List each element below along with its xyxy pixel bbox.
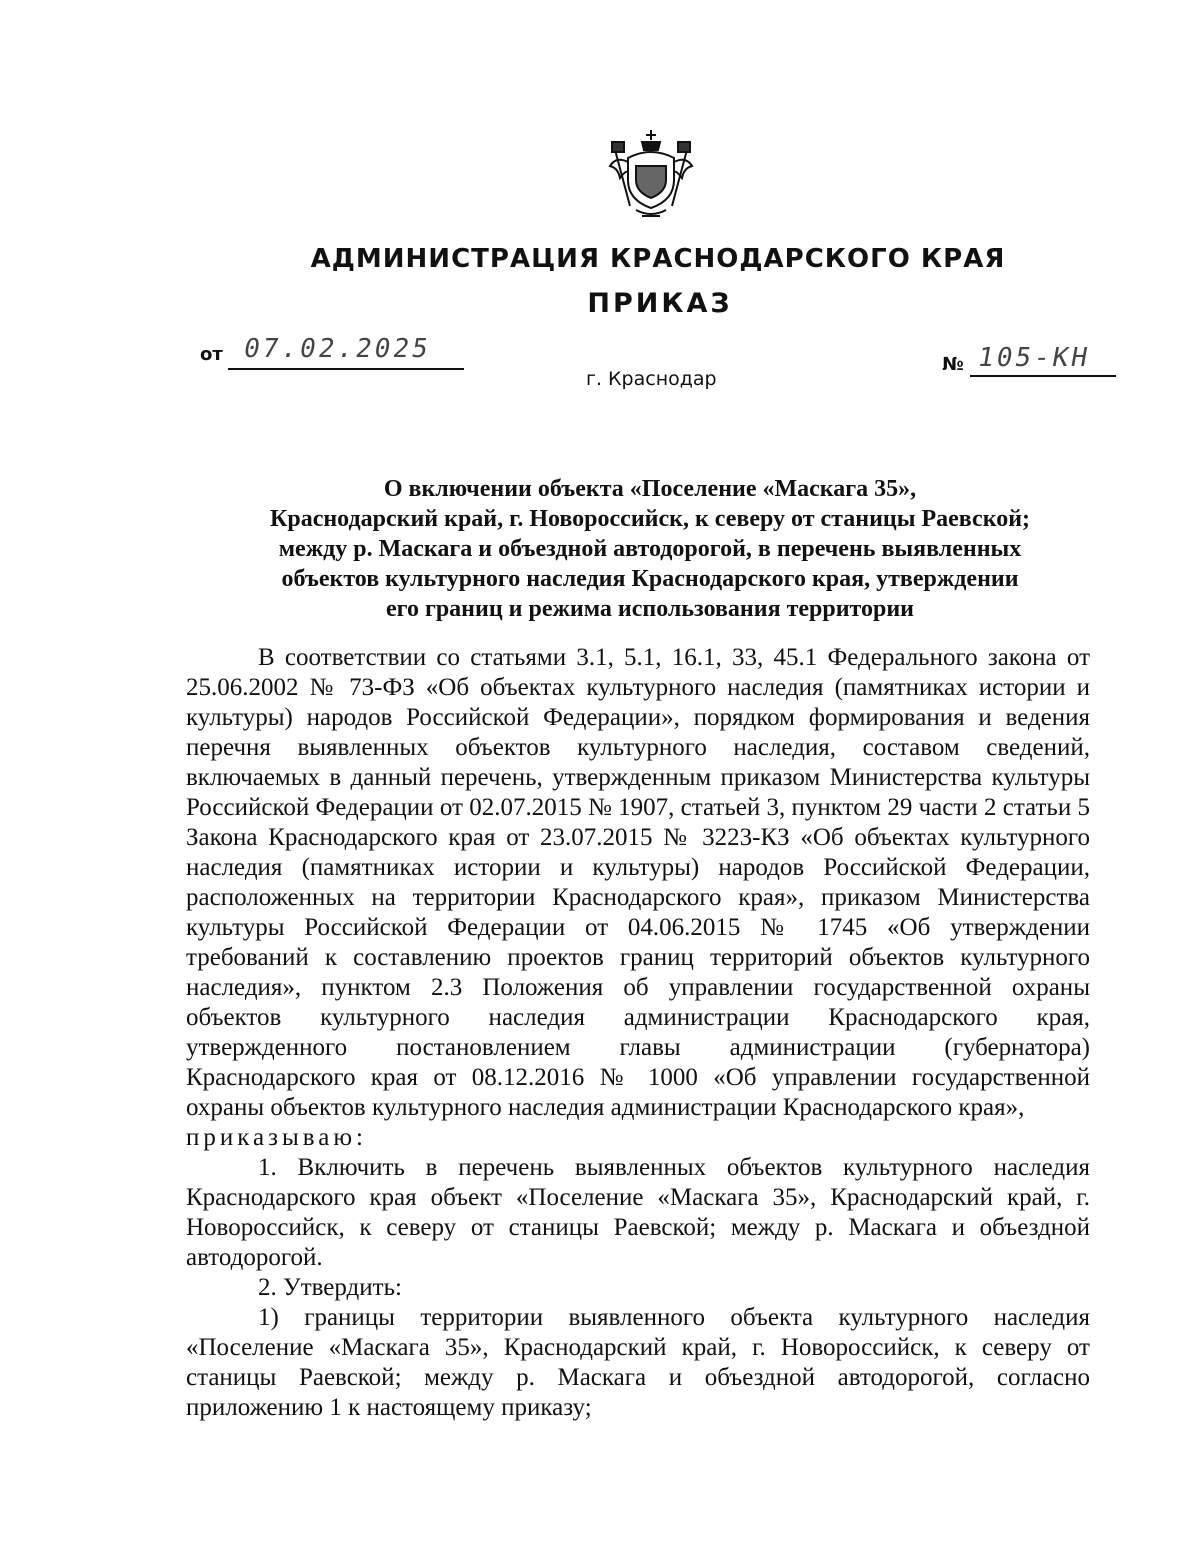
date-prefix: от [200, 344, 223, 365]
subject-line: его границ и режима использования территории [385, 596, 915, 622]
item-2-paragraph: 2. Утвердить: [258, 1274, 402, 1301]
organization-title: АДМИНИСТРАЦИЯ КРАСНОДАРСКОГО КРАЯ [310, 244, 1006, 274]
order-word: приказываю: [186, 1124, 367, 1151]
number-prefix: № [942, 354, 964, 375]
date-value: 07.02.2025 [241, 334, 434, 364]
item-1-paragraph: 1. Включить в перечень выявленных объектов культурного наследия Краснодарского края объект «Поселение «Маскага 35», Краснодарский край, г. Новороссийск, к северу от станицы Раевской; между р. Маскага и объездной автодорогой. [186, 1154, 1090, 1271]
number-value: 105-КН [975, 343, 1093, 373]
date-underline [228, 368, 464, 370]
city: г. Краснодар [586, 368, 717, 390]
coat-of-arms-icon [606, 128, 696, 224]
document-subject [200, 474, 1100, 624]
subject-line: О включении объекта «Поселение «Маскага 35», [383, 476, 917, 502]
preamble-paragraph: В соответствии со статьями 3.1, 5.1, 16.1, 33, 45.1 Федерального закона от 25.06.2002 № 73-ФЗ «Об объектах культурного наследия (памятниках истории и культуры) народов Российской Федерации», порядком формирования и ведения перечня выявленных объектов культурного наследия, составом сведений, включаемых в данный перечень, утвержденным приказом Министерства культуры Российской Федерации от 02.07.2015 № 1907, статьей 3, пунктом 29 части 2 статьи 5 Закона Краснодарского края от 23.07.2015 № 3223-КЗ «Об объектах культурного наследия (памятниках истории и культуры) народов Российской Федерации, расположенных на территории Краснодарского края», приказом Министерства культуры Российской Федерации от 04.06.2015 № 1745 «Об утверждении требований к составлению проектов границ территорий объектов культурного наследия», пунктом 2.3 Положения об управлении государственной охраны объектов культурного наследия администрации Краснодарского края, утвержденного постановлением главы администрации (губернатора) Краснодарского края от 08.12.2016 № 1000 «Об управлении государственной охраны объектов культурного наследия администрации Краснодарского края», [186, 644, 1090, 1121]
document-type: ПРИКАЗ [587, 288, 733, 319]
subject-line: Краснодарский край, г. Новороссийск, к северу от станицы Раевской; [269, 506, 1031, 532]
document-body [186, 643, 1090, 1423]
number-underline [970, 375, 1116, 377]
item-2-1-paragraph: 1) границы территории выявленного объекта культурного наследия «Поселение «Маскага 35», Краснодарский край, г. Новороссийск, к северу от станицы Раевской; между р. Маскага и объездной автодорогой, согласно приложению 1 к настоящему приказу; [186, 1304, 1090, 1421]
subject-line: между р. Маскага и объездной автодорогой, в перечень выявленных [278, 536, 1022, 562]
subject-line: объектов культурного наследия Краснодарского края, утверждении [281, 566, 1019, 592]
